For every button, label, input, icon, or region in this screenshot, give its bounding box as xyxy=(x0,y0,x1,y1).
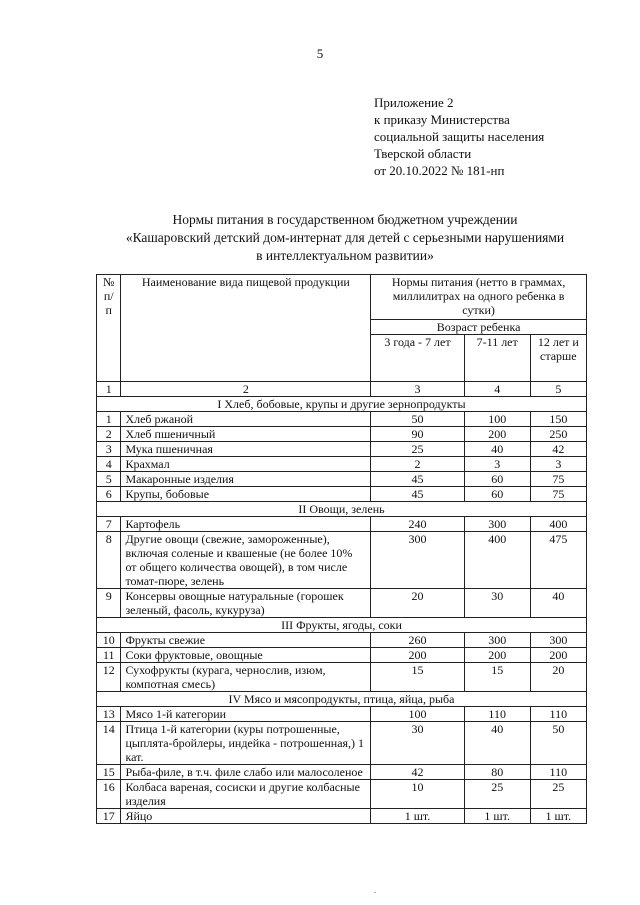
row-number: 4 xyxy=(97,457,121,472)
product-name: Мясо 1-й категории xyxy=(121,707,371,722)
row-number: 17 xyxy=(97,809,121,824)
norm-age-1: 100 xyxy=(371,707,465,722)
norm-age-3: 3 xyxy=(530,457,586,472)
product-name: Хлеб пшеничный xyxy=(121,427,371,442)
row-number: 11 xyxy=(97,648,121,663)
header-name: Наименование вида пищевой продукции xyxy=(121,275,371,382)
section-row xyxy=(97,618,587,633)
norm-age-2: 200 xyxy=(464,427,530,442)
table-row xyxy=(97,457,587,472)
table-row xyxy=(97,633,587,648)
colnum: 1 xyxy=(97,382,121,397)
table-row xyxy=(97,707,587,722)
table-row xyxy=(97,589,587,618)
norm-age-3: 300 xyxy=(530,633,586,648)
row-number: 3 xyxy=(97,442,121,457)
norm-age-2: 3 xyxy=(464,457,530,472)
appendix-line: социальной защиты населения xyxy=(374,129,545,144)
row-number: 12 xyxy=(97,663,121,692)
norm-age-3: 150 xyxy=(530,412,586,427)
table-row xyxy=(97,663,587,692)
row-number: 8 xyxy=(97,532,121,589)
page-number: 5 xyxy=(316,46,324,61)
norm-age-3: 110 xyxy=(530,707,586,722)
norm-age-2: 400 xyxy=(464,532,530,589)
norm-age-1: 2 xyxy=(371,457,465,472)
norm-age-1: 300 xyxy=(371,532,465,589)
norm-age-3: 25 xyxy=(530,780,586,809)
norm-age-2: 60 xyxy=(464,487,530,502)
norm-age-1: 20 xyxy=(371,589,465,618)
row-number: 15 xyxy=(97,765,121,780)
table-body xyxy=(97,397,587,824)
norm-age-1: 42 xyxy=(371,765,465,780)
norm-age-1: 200 xyxy=(371,648,465,663)
row-number: 7 xyxy=(97,517,121,532)
row-number: 14 xyxy=(97,722,121,765)
product-name: Сухофрукты (курага, чернослив, изюм, компотная смесь) xyxy=(121,663,371,692)
norm-age-2: 40 xyxy=(464,442,530,457)
appendix-line: от 20.10.2022 № 181-нп xyxy=(374,163,505,178)
norm-age-1: 240 xyxy=(371,517,465,532)
header-age-2: 7-11 лет xyxy=(464,335,530,382)
product-name: Соки фруктовые, овощные xyxy=(121,648,371,663)
table-row xyxy=(97,412,587,427)
header-age: Возраст ребенка xyxy=(371,320,587,335)
appendix-line: к приказу Министерства xyxy=(374,112,510,127)
table-row xyxy=(97,765,587,780)
table-row xyxy=(97,809,587,824)
product-name: Птица 1-й категории (куры потрошенные, цыплята-бройлеры, индейка - потрошенная,) 1 кат. xyxy=(121,722,371,765)
product-name: Макаронные изделия xyxy=(121,472,371,487)
norm-age-1: 1 шт. xyxy=(371,809,465,824)
product-name: Другие овощи (свежие, замороженные), включая соленые и квашеные (не более 10% от общего количества овощей), в том числе томат-пюре, зелень xyxy=(121,532,371,589)
norm-age-3: 20 xyxy=(530,663,586,692)
document-title xyxy=(60,211,630,265)
norm-age-1: 25 xyxy=(371,442,465,457)
norm-age-3: 200 xyxy=(530,648,586,663)
colnum: 3 xyxy=(371,382,465,397)
appendix-block xyxy=(374,94,544,179)
title-line: «Кашаровский детский дом-интернат для детей с серьезными нарушениями xyxy=(125,230,565,245)
section-title: II Овощи, зелень xyxy=(97,502,587,517)
section-title: III Фрукты, ягоды, соки xyxy=(97,618,587,633)
product-name: Консервы овощные натуральные (горошек зеленый, фасоль, кукуруза) xyxy=(121,589,371,618)
table-row xyxy=(97,442,587,457)
appendix-line: Приложение 2 xyxy=(374,95,454,110)
norm-age-3: 1 шт. xyxy=(530,809,586,824)
section-title: I Хлеб, бобовые, крупы и другие зернопродукты xyxy=(97,397,587,412)
header-norms: Нормы питания (нетто в граммах, миллилитрах на одного ребенка в сутки) xyxy=(371,275,587,320)
norm-age-2: 30 xyxy=(464,589,530,618)
norm-age-3: 400 xyxy=(530,517,586,532)
table-row xyxy=(97,472,587,487)
norm-age-2: 40 xyxy=(464,722,530,765)
norm-age-3: 42 xyxy=(530,442,586,457)
product-name: Хлеб ржаной xyxy=(121,412,371,427)
product-name: Крахмал xyxy=(121,457,371,472)
norm-age-3: 40 xyxy=(530,589,586,618)
product-name: Картофель xyxy=(121,517,371,532)
section-row xyxy=(97,692,587,707)
norm-age-3: 250 xyxy=(530,427,586,442)
appendix-line: Тверской области xyxy=(374,146,472,161)
norm-age-2: 60 xyxy=(464,472,530,487)
header-age-1: 3 года - 7 лет xyxy=(371,335,465,382)
colnum: 5 xyxy=(530,382,586,397)
table-row xyxy=(97,532,587,589)
colnum: 4 xyxy=(464,382,530,397)
norm-age-1: 45 xyxy=(371,472,465,487)
row-number: 2 xyxy=(97,427,121,442)
table-row xyxy=(97,722,587,765)
row-number: 16 xyxy=(97,780,121,809)
norm-age-3: 75 xyxy=(530,487,586,502)
row-number: 1 xyxy=(97,412,121,427)
norm-age-3: 75 xyxy=(530,472,586,487)
norm-age-1: 90 xyxy=(371,427,465,442)
product-name: Крупы, бобовые xyxy=(121,487,371,502)
norm-age-1: 30 xyxy=(371,722,465,765)
section-row xyxy=(97,397,587,412)
table-row xyxy=(97,780,587,809)
norm-age-1: 10 xyxy=(371,780,465,809)
colnum: 2 xyxy=(121,382,371,397)
norm-age-2: 300 xyxy=(464,517,530,532)
norm-age-3: 50 xyxy=(530,722,586,765)
norm-age-1: 260 xyxy=(371,633,465,648)
norm-age-2: 100 xyxy=(464,412,530,427)
product-name: Яйцо xyxy=(121,809,371,824)
norm-age-3: 110 xyxy=(530,765,586,780)
norm-age-2: 200 xyxy=(464,648,530,663)
nutrition-norms-table xyxy=(96,274,587,824)
product-name: Мука пшеничная xyxy=(121,442,371,457)
table-row xyxy=(97,427,587,442)
product-name: Рыба-филе, в т.ч. филе слабо или малосоленое xyxy=(121,765,371,780)
section-title: IV Мясо и мясопродукты, птица, яйца, рыба xyxy=(97,692,587,707)
norm-age-3: 475 xyxy=(530,532,586,589)
table-row xyxy=(97,648,587,663)
product-name: Колбаса вареная, сосиски и другие колбасные изделия xyxy=(121,780,371,809)
norm-age-2: 15 xyxy=(464,663,530,692)
norm-age-2: 25 xyxy=(464,780,530,809)
header-age-3: 12 лет и старше xyxy=(530,335,586,382)
row-number: 10 xyxy=(97,633,121,648)
title-line: в интеллектуальном развитии» xyxy=(256,248,434,263)
table-row xyxy=(97,487,587,502)
norm-age-2: 110 xyxy=(464,707,530,722)
product-name: Фрукты свежие xyxy=(121,633,371,648)
row-number: 6 xyxy=(97,487,121,502)
norm-age-1: 50 xyxy=(371,412,465,427)
norm-age-1: 15 xyxy=(371,663,465,692)
row-number: 5 xyxy=(97,472,121,487)
table-row xyxy=(97,517,587,532)
title-line: Нормы питания в государственном бюджетном учреждении xyxy=(172,212,518,227)
norm-age-2: 80 xyxy=(464,765,530,780)
row-number: 13 xyxy=(97,707,121,722)
norm-age-1: 45 xyxy=(371,487,465,502)
row-number: 9 xyxy=(97,589,121,618)
footer-mark: . xyxy=(374,886,376,895)
norm-age-2: 1 шт. xyxy=(464,809,530,824)
section-row xyxy=(97,502,587,517)
header-num: № п/п xyxy=(97,275,121,382)
norm-age-2: 300 xyxy=(464,633,530,648)
